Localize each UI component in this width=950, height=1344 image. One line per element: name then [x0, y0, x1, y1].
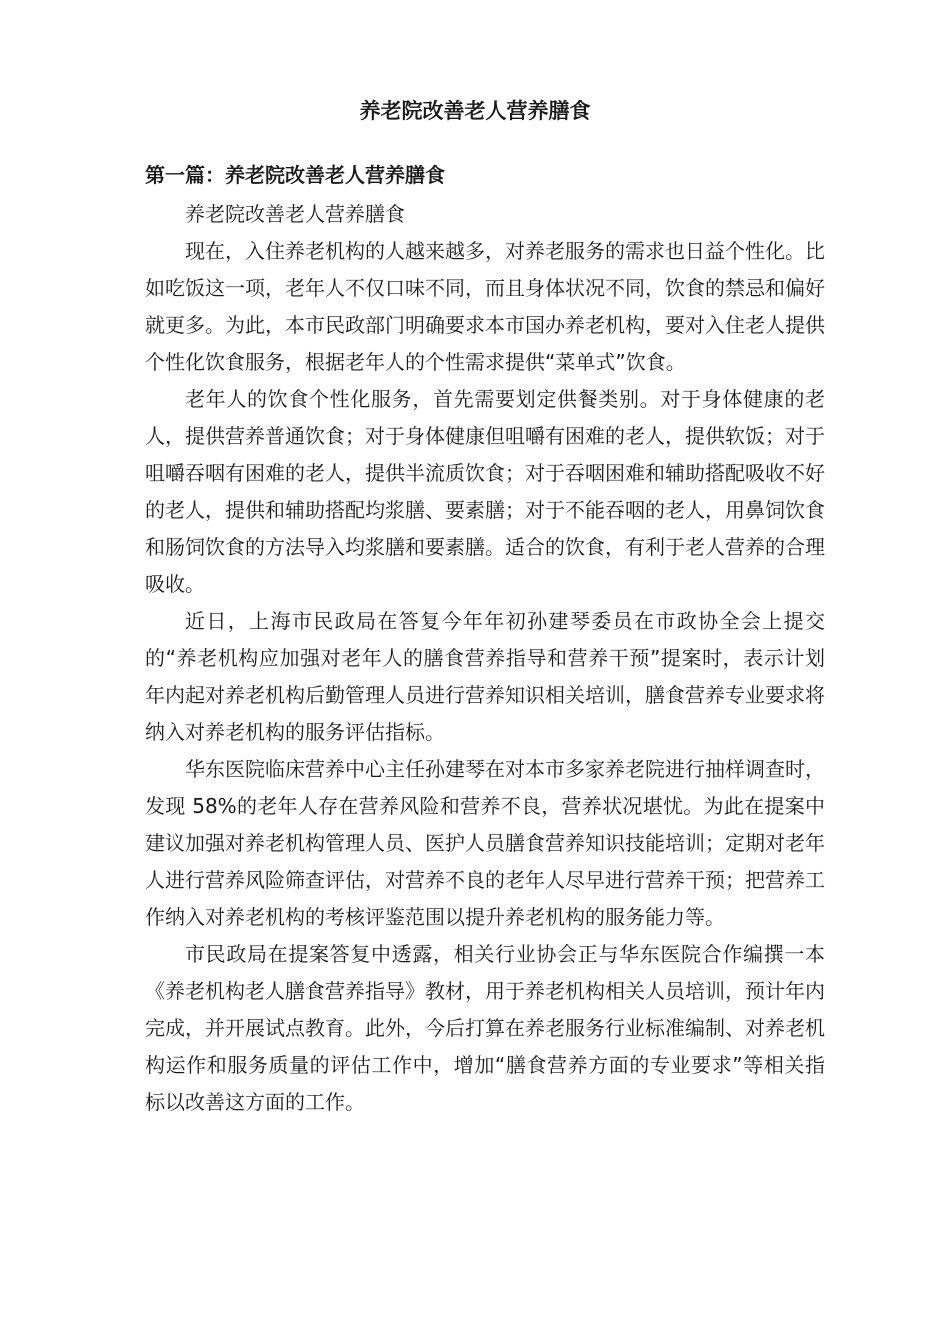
body-paragraph: 华东医院临床营养中心主任孙建琴在对本市多家养老院进行抽样调查时，发现 58%的老年人存在营养风险和营养不良，营养状况堪忧。为此在提案中建议加强对养老机构管理人员、医护人员膳食营养知识技能培训；定期对老年人进行营养风险筛查评估，对营养不良的老年人尽早进行营养干预；把营养工作纳入对养老机构的考核评鉴范围以提升养老机构的服务能力等。	[145, 757, 825, 929]
body-paragraph: 现在，入住养老机构的人越来越多，对养老服务的需求也日益个性化。比如吃饭这一项，老年人不仅口味不同，而且身体状况不同，饮食的禁忌和偏好就更多。为此，本市民政部门明确要求本市国办养老机构，要对入住老人提供个性化饮食服务，根据老年人的个性需求提供“菜单式”饮食。	[145, 239, 825, 374]
body-paragraph: 市民政局在提案答复中透露，相关行业协会正与华东医院合作编撰一本《养老机构老人膳食营养指导》教材，用于养老机构相关人员培训，预计年内完成，并开展试点教育。此外，今后打算在养老服务行业标准编制、对养老机构运作和服务质量的评估工作中，增加“膳食营养方面的专业要求”等相关指标以改善这方面的工作。	[145, 942, 825, 1114]
document-title: 养老院改善老人营养膳食	[359, 99, 591, 123]
body-paragraph: 养老院改善老人营养膳食	[185, 202, 405, 226]
body-paragraph: 近日，上海市民政局在答复今年年初孙建琴委员在市政协全会上提交的“养老机构应加强对老年人的膳食营养指导和营养干预”提案时，表示计划年内起对养老机构后勤管理人员进行营养知识相关培训，膳食营养专业要求将纳入对养老机构的服务评估指标。	[145, 609, 825, 744]
document-body	[145, 196, 825, 1121]
section-heading: 第一篇：养老院改善老人营养膳食	[145, 163, 445, 187]
body-paragraph: 老年人的饮食个性化服务，首先需要划定供餐类别。对于身体健康的老人，提供营养普通饮食；对于身体健康但咀嚼有困难的老人，提供软饭；对于咀嚼吞咽有困难的老人，提供半流质饮食；对于吞咽困难和辅助搭配吸收不好的老人，提供和辅助搭配均浆膳、要素膳；对于不能吞咽的老人，用鼻饲饮食和肠饲饮食的方法导入均浆膳和要素膳。适合的饮食，有利于老人营养的合理吸收。	[145, 387, 825, 596]
